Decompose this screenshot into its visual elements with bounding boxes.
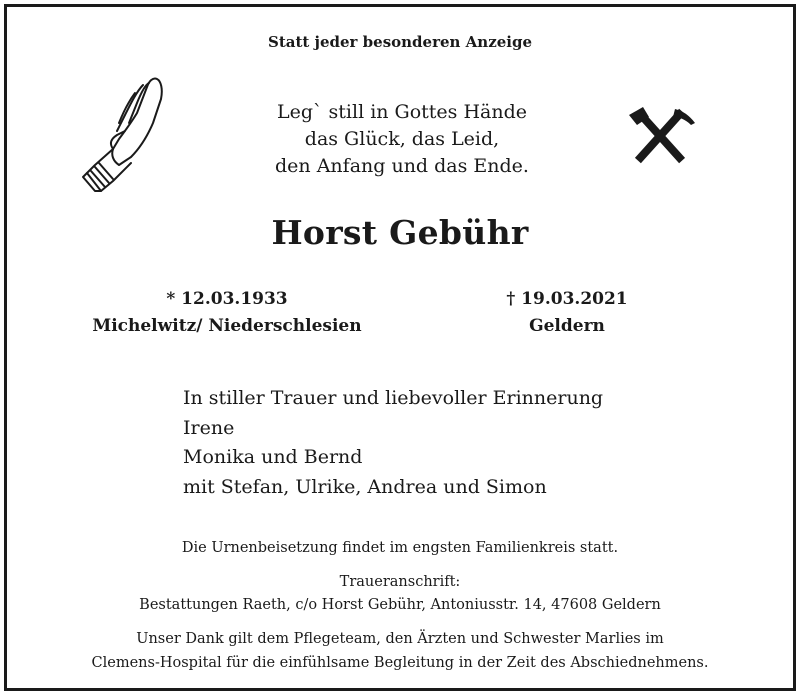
praying-hands-icon — [73, 73, 173, 193]
address-label: Traueranschrift: — [339, 574, 461, 590]
thanks-line: Unser Dank gilt dem Pflegeteam, den Ärzten und Schwester Marlies im — [136, 631, 664, 647]
address-block — [7, 571, 793, 617]
verse-line: das Glück, das Leid, — [304, 128, 500, 150]
verse — [207, 99, 597, 180]
death-info — [447, 286, 687, 340]
thanks-note — [7, 628, 793, 675]
mourners-line: In stiller Trauer und liebevoller Erinnerung — [183, 387, 604, 409]
mourners-list — [183, 384, 603, 502]
mourners-line: Monika und Bernd — [183, 446, 363, 468]
obituary-card — [4, 4, 796, 691]
deceased-name: Horst Gebühr — [271, 213, 529, 252]
birth-date: * 12.03.1933 — [166, 289, 288, 309]
hammer-and-pick-icon — [627, 105, 697, 167]
verse-line: den Anfang und das Ende. — [275, 155, 529, 177]
death-date: † 19.03.2021 — [506, 289, 628, 309]
death-place: Geldern — [529, 316, 605, 336]
address-text: Bestattungen Raeth, c/o Horst Gebühr, Antoniusstr. 14, 47608 Geldern — [139, 597, 661, 613]
header-text: Statt jeder besonderen Anzeige — [267, 33, 533, 51]
thanks-line: Clemens-Hospital für die einfühlsame Begleitung in der Zeit des Abschiednehmens. — [91, 654, 709, 671]
birth-info — [67, 286, 387, 340]
verse-line: Leg` still in Gottes Hände — [276, 101, 528, 123]
mourners-line: mit Stefan, Ulrike, Andrea und Simon — [183, 475, 547, 498]
mourners-line: Irene — [183, 416, 235, 439]
birth-place: Michelwitz/ Niederschlesien — [92, 316, 362, 336]
burial-note: Die Urnenbeisetzung findet im engsten Familienkreis statt. — [181, 540, 619, 556]
